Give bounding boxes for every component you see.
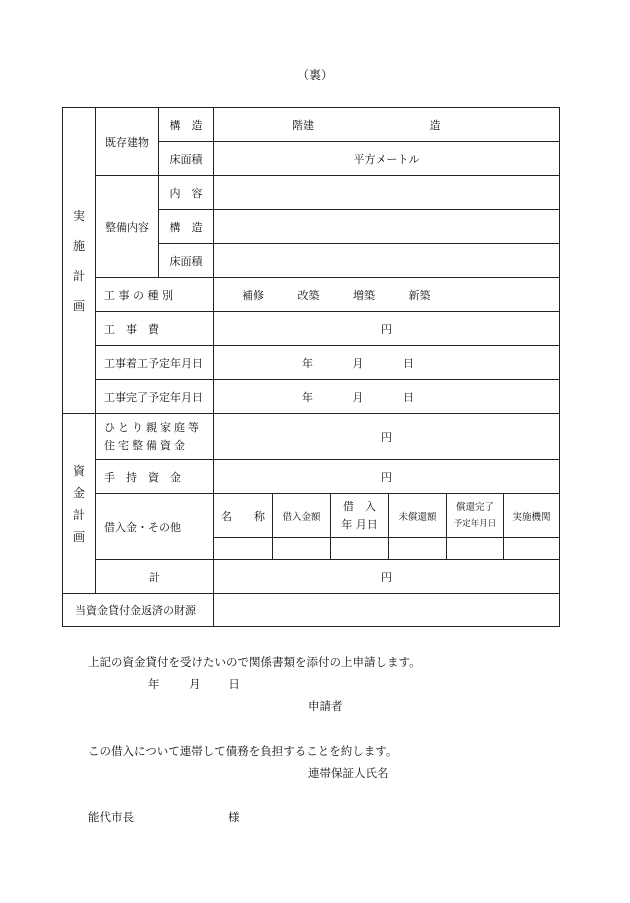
fund-unit: 円 [381, 430, 393, 444]
improvement-structure-field[interactable] [214, 210, 560, 244]
stories-unit: 階建 [292, 118, 314, 132]
year-unit: 年 [148, 677, 160, 691]
borrowing-agency-cell[interactable] [504, 538, 560, 560]
work-start-label: 工事着工予定年月日 [96, 346, 214, 380]
improvement-floor-area-label: 床面積 [159, 244, 214, 278]
application-text: 上記の資金貸付を受けたいので関係書類を添付の上申請します。 [88, 655, 421, 669]
honorific: 様 [228, 810, 240, 824]
work-end-label: 工事完了予定年月日 [96, 380, 214, 414]
year-unit: 年 [302, 356, 313, 370]
work-type-repair[interactable]: 補修 [242, 288, 264, 302]
page-title: （裏） [296, 68, 333, 82]
work-type-new[interactable]: 新築 [408, 288, 431, 302]
structure-unit: 造 [429, 118, 441, 132]
own-funds-unit: 円 [381, 470, 393, 484]
existing-floor-area-field[interactable] [214, 142, 560, 176]
guarantor-label: 連帯保証人氏名 [308, 766, 389, 780]
application-form-table [62, 107, 560, 627]
year-unit: 年 [302, 390, 313, 404]
total-unit: 円 [381, 570, 393, 584]
header-agency: 実施機関 [504, 494, 560, 538]
borrowing-repay-date-cell[interactable] [447, 538, 504, 560]
month-unit: 月 [189, 677, 201, 691]
single-parent-fund-label: ひとり親家庭等 住宅整備資金 [96, 414, 214, 460]
borrowing-name-cell[interactable] [214, 538, 273, 560]
work-end-field[interactable] [214, 380, 560, 414]
work-cost-field[interactable] [214, 312, 560, 346]
existing-structure-field[interactable] [214, 108, 560, 142]
work-type-label: 工 事 の 種 別 [96, 278, 214, 312]
work-type-rebuild[interactable]: 改築 [297, 288, 320, 302]
total-field[interactable] [214, 560, 560, 594]
borrowing-date-cell[interactable] [331, 538, 389, 560]
improvement-structure-label: 構 造 [159, 210, 214, 244]
improvement-content-label: 内 容 [159, 176, 214, 210]
existing-floor-area-label: 床面積 [159, 142, 214, 176]
improvement-label: 整備内容 [96, 176, 159, 278]
guarantor-text: この借入について連帯して債務を負担することを約します。 [88, 744, 398, 758]
own-funds-label: 手 持 資 金 [96, 460, 214, 494]
work-start-field[interactable] [214, 346, 560, 380]
work-cost-unit: 円 [381, 322, 393, 336]
work-type-options[interactable] [214, 278, 560, 312]
single-parent-fund-field[interactable] [214, 414, 560, 460]
existing-structure-label: 構 造 [159, 108, 214, 142]
header-unpaid: 未償還額 [389, 494, 447, 538]
day-unit: 日 [228, 677, 240, 691]
section-funding-label: 資 金 計 画 [63, 414, 96, 594]
own-funds-field[interactable] [214, 460, 560, 494]
repayment-source-field[interactable] [214, 594, 560, 627]
borrowing-amount-cell[interactable] [273, 538, 331, 560]
total-label: 計 [96, 560, 214, 594]
addressee: 能代市長 [88, 810, 134, 824]
day-unit: 日 [403, 390, 414, 404]
improvement-content-field[interactable] [214, 176, 560, 210]
improvement-floor-area-field[interactable] [214, 244, 560, 278]
borrowing-unpaid-cell[interactable] [389, 538, 447, 560]
header-amount: 借入金額 [273, 494, 331, 538]
section-plan-label: 実 施 計 画 [63, 108, 96, 414]
borrowings-label: 借入金・その他 [96, 494, 214, 560]
header-borrow-date: 借 入 年 月日 [331, 494, 389, 538]
work-cost-label: 工 事 費 [96, 312, 214, 346]
day-unit: 日 [403, 356, 414, 370]
applicant-label: 申請者 [308, 699, 343, 713]
work-type-extension[interactable]: 増築 [353, 288, 375, 302]
month-unit: 月 [352, 356, 364, 370]
floor-area-unit: 平方メートル [353, 152, 420, 166]
repayment-source-label: 当資金貸付金返済の財源 [63, 594, 214, 627]
header-repay-date: 償還完了 予定年月日 [447, 494, 504, 538]
month-unit: 月 [352, 390, 364, 404]
application-date [148, 676, 240, 692]
existing-building-label: 既存建物 [96, 108, 159, 176]
header-name: 名 称 [214, 494, 273, 538]
